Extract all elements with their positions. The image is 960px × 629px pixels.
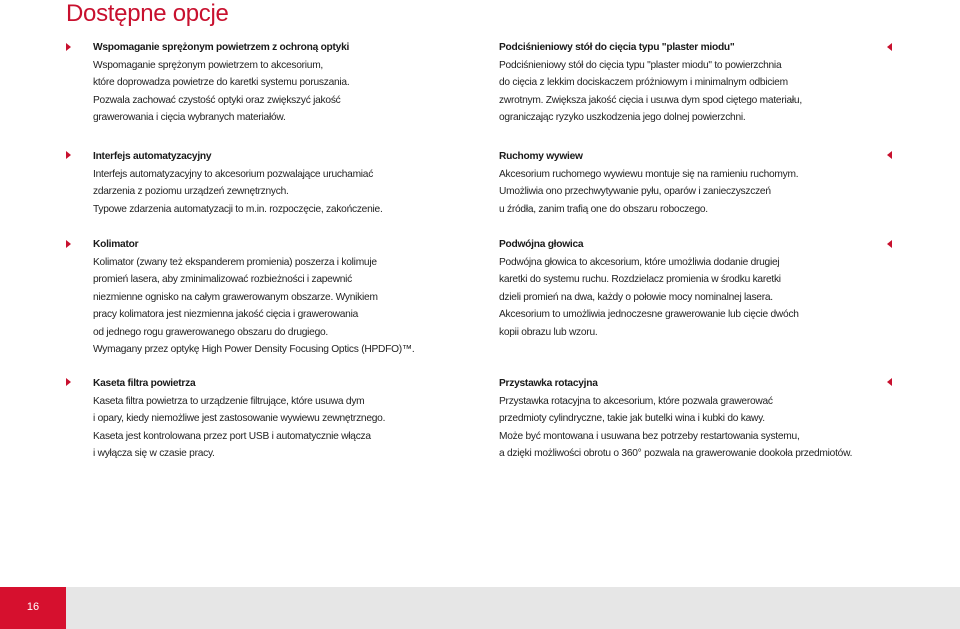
footer-bar [66,587,960,629]
section-marker-icon [66,240,71,248]
option-text: dzieli promień na dwa, każdy o połowie mocy nominalnej lasera. [499,291,773,303]
option-movable-exhaust [499,148,829,218]
option-text: Kaseta jest kontrolowana przez port USB i automatycznie włącza [93,430,371,442]
option-text: ograniczając ryzyko uszkodzenia jego dolnej powierzchni. [499,112,746,123]
option-heading: Interfejs automatyzacyjny [93,151,212,162]
option-text: grawerowania i cięcia wybranych materiałów. [93,112,286,123]
option-text: u źródła, zanim trafią one do obszaru roboczego. [499,203,708,215]
option-vacuum-honeycomb-table [499,39,829,127]
option-text: i opary, kiedy niemożliwe jest zastosowanie wywiewu zewnętrznego. [93,413,386,424]
option-rotary-attachment [499,375,853,463]
option-text: Podciśnieniowy stół do cięcia typu "plaster miodu" to powierzchnia [499,59,782,71]
option-text: Kolimator (zwany też ekspanderem promienia) poszerza i kolimuje [93,256,377,268]
option-collimator [93,236,423,359]
section-marker-icon [66,151,71,159]
option-heading: Podwójna głowica [499,239,584,250]
option-heading: Kaseta filtra powietrza [93,378,196,389]
option-text: promień lasera, aby zminimalizować rozbieżności i zapewnić [93,274,352,285]
option-text: Kaseta filtra powietrza to urządzenie filtrujące, które usuwa dym [93,395,365,407]
option-text: karetki do systemu ruchu. Rozdzielacz promienia w środku karetki [499,274,781,285]
option-heading: Ruchomy wywiew [499,151,583,162]
option-text: niezmienne ognisko na całym grawerowanym obszarze. Wynikiem [93,291,378,303]
section-marker-icon [66,378,71,386]
page-number: 16 [0,587,66,629]
section-marker-icon [66,43,71,51]
option-text: kopii obrazu lub wzoru. [499,326,598,338]
section-marker-icon [887,151,892,159]
option-text: Umożliwia ono przechwytywanie pyłu, oparów i zanieczyszczeń [499,186,771,197]
option-heading: Podciśnieniowy stół do cięcia typu "plaster miodu" [499,42,735,53]
option-text: Przystawka rotacyjna to akcesorium, które pozwala grawerować [499,395,773,407]
option-compressed-air [93,39,423,127]
option-automation-interface [93,148,423,218]
option-heading: Przystawka rotacyjna [499,378,598,389]
option-text: a dzięki możliwości obrotu o 360° pozwala na grawerowanie dookoła przedmiotów. [499,448,853,459]
option-air-filter-cassette [93,375,423,463]
section-marker-icon [887,240,892,248]
option-text: od jednego rogu grawerowanego obszaru do drugiego. [93,326,329,338]
option-text: i wyłącza się w czasie pracy. [93,448,215,459]
option-text: do cięcia z lekkim dociskaczem próżniowym i minimalnym odbiciem [499,77,788,88]
page-title: Dostępne opcje [66,0,229,27]
option-text: Akcesorium to umożliwia jednoczesne grawerowanie lub cięcie dwóch [499,309,799,320]
option-text: pracy kolimatora jest niezmienna jakość cięcia i grawerowania [93,309,359,320]
option-text: zwrotnym. Zwiększa jakość cięcia i usuwa dym spod ciętego materiału, [499,94,802,106]
section-marker-icon [887,378,892,386]
option-dual-head [499,236,829,341]
option-text: Pozwala zachować czystość optyki oraz zwiększyć jakość [93,94,341,106]
option-text: które doprowadza powietrze do karetki systemu poruszania. [93,77,350,88]
option-text: Podwójna głowica to akcesorium, które umożliwia dodanie drugiej [499,256,780,268]
option-text: Wymagany przez optykę High Power Density Focusing Optics (HPDFO)™. [93,344,415,355]
option-text: Może być montowana i usuwana bez potrzeby restartowania systemu, [499,430,800,442]
option-text: Typowe zdarzenia automatyzacji to m.in. rozpoczęcie, zakończenie. [93,203,383,215]
option-text: Interfejs automatyzacyjny to akcesorium pozwalające uruchamiać [93,168,374,180]
option-heading: Kolimator [93,239,139,250]
option-text: zdarzenia z poziomu urządzeń zewnętrznych. [93,186,289,197]
section-marker-icon [887,43,892,51]
option-heading: Wspomaganie sprężonym powietrzem z ochroną optyki [93,42,350,53]
option-text: przedmioty cylindryczne, takie jak butelki wina i kubki do kawy. [499,413,765,424]
option-text: Akcesorium ruchomego wywiewu montuje się na ramieniu ruchomym. [499,168,799,180]
option-text: Wspomaganie sprężonym powietrzem to akcesorium, [93,59,324,71]
